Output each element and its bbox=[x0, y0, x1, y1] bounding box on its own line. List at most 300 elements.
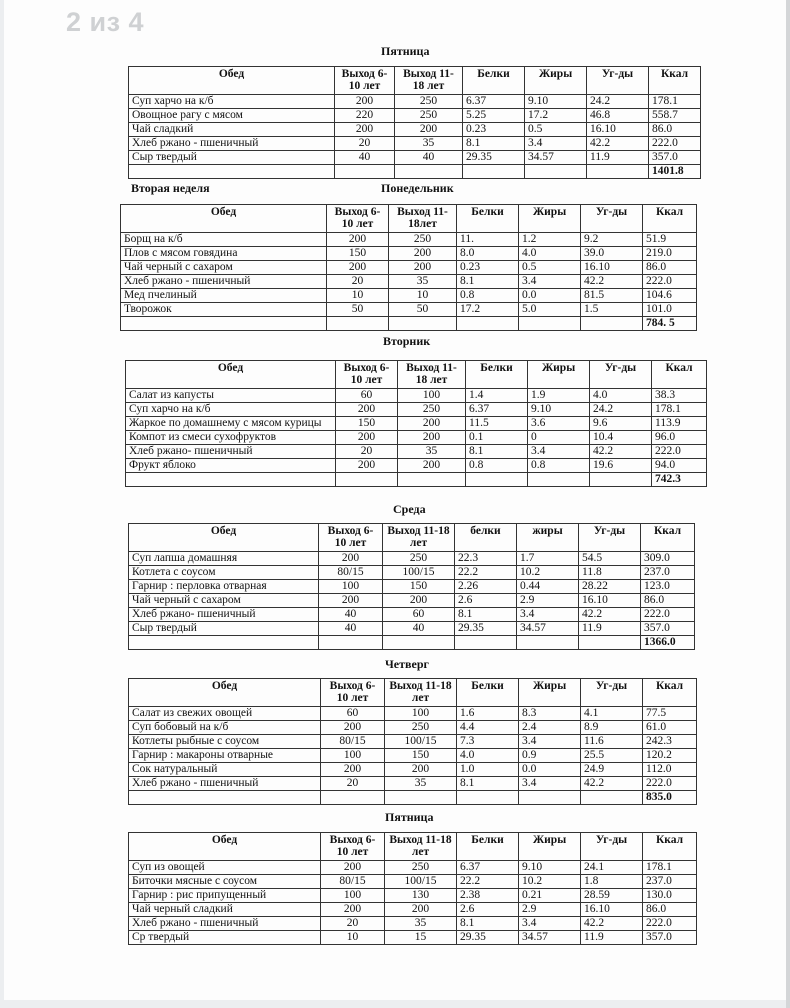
column-header: жиры bbox=[517, 524, 579, 552]
value-cell: 11. bbox=[457, 233, 519, 247]
table-row bbox=[129, 566, 695, 580]
table-row bbox=[129, 875, 697, 889]
column-header: Ккал bbox=[643, 833, 697, 861]
dish-name-cell: Котлета с соусом bbox=[129, 566, 319, 580]
empty-cell bbox=[519, 317, 581, 331]
table-row bbox=[126, 389, 707, 403]
value-cell: 8.1 bbox=[457, 275, 519, 289]
empty-cell bbox=[327, 317, 389, 331]
value-cell: 0.1 bbox=[466, 431, 528, 445]
value-cell: 11.9 bbox=[581, 931, 643, 945]
total-kcal-cell: 742.3 bbox=[652, 473, 707, 487]
dish-name-cell: Фрукт яблоко bbox=[126, 459, 336, 473]
dish-name-cell: Суп харчо на к/б bbox=[126, 403, 336, 417]
column-header: Белки bbox=[466, 361, 528, 389]
total-kcal-cell: 784. 5 bbox=[643, 317, 697, 331]
value-cell: 8.1 bbox=[463, 137, 525, 151]
value-cell: 112.0 bbox=[643, 763, 697, 777]
value-cell: 19.6 bbox=[590, 459, 652, 473]
table-row bbox=[126, 403, 707, 417]
value-cell: 40 bbox=[319, 622, 383, 636]
value-cell: 80/15 bbox=[321, 735, 385, 749]
value-cell: 222.0 bbox=[652, 445, 707, 459]
value-cell: 4.0 bbox=[519, 247, 581, 261]
table-row bbox=[129, 931, 697, 945]
column-header: Ккал bbox=[643, 679, 697, 707]
value-cell: 250 bbox=[395, 109, 463, 123]
table-header-row bbox=[129, 679, 697, 707]
column-header: Уг-ды bbox=[590, 361, 652, 389]
value-cell: 3.6 bbox=[528, 417, 590, 431]
value-cell: 0.8 bbox=[466, 459, 528, 473]
table-row bbox=[129, 903, 697, 917]
value-cell: 200 bbox=[398, 417, 466, 431]
value-cell: 200 bbox=[327, 261, 389, 275]
dish-name-cell: Чай сладкий bbox=[129, 123, 335, 137]
dish-name-cell: Хлеб ржано- пшеничный bbox=[129, 608, 319, 622]
value-cell: 35 bbox=[398, 445, 466, 459]
value-cell: 50 bbox=[389, 303, 457, 317]
dish-name-cell: Салат из капусты bbox=[126, 389, 336, 403]
column-header: Выход 6-10 лет bbox=[335, 67, 395, 95]
empty-cell bbox=[336, 473, 398, 487]
value-cell: 60 bbox=[321, 707, 385, 721]
value-cell: 10 bbox=[321, 931, 385, 945]
table-header-row bbox=[121, 205, 697, 233]
value-cell: 0.5 bbox=[525, 123, 587, 137]
value-cell: 22.2 bbox=[455, 566, 517, 580]
total-row bbox=[129, 165, 701, 179]
table-row bbox=[129, 861, 697, 875]
value-cell: 200 bbox=[335, 123, 395, 137]
value-cell: 11.8 bbox=[579, 566, 641, 580]
value-cell: 200 bbox=[385, 903, 457, 917]
table-row bbox=[121, 261, 697, 275]
menu-table bbox=[128, 832, 697, 945]
column-header: Выход 6-10 лет bbox=[336, 361, 398, 389]
dish-name-cell: Сыр твердый bbox=[129, 151, 335, 165]
column-header: Уг-ды bbox=[581, 679, 643, 707]
table-row bbox=[129, 707, 697, 721]
table-row bbox=[129, 721, 697, 735]
table-row bbox=[121, 289, 697, 303]
table-row bbox=[129, 109, 701, 123]
column-header: Жиры bbox=[525, 67, 587, 95]
table-row bbox=[126, 417, 707, 431]
value-cell: 60 bbox=[383, 608, 455, 622]
value-cell: 16.10 bbox=[579, 594, 641, 608]
empty-cell bbox=[455, 636, 517, 650]
value-cell: 100/15 bbox=[385, 735, 457, 749]
value-cell: 24.2 bbox=[590, 403, 652, 417]
column-header: Выход 11-18 лет bbox=[385, 679, 457, 707]
value-cell: 200 bbox=[327, 233, 389, 247]
value-cell: 20 bbox=[335, 137, 395, 151]
dish-name-cell: Суп харчо на к/б bbox=[129, 95, 335, 109]
value-cell: 0.23 bbox=[457, 261, 519, 275]
column-header: Ккал bbox=[641, 524, 695, 552]
value-cell: 4.0 bbox=[590, 389, 652, 403]
dish-name-cell: Суп бобовый на к/б bbox=[129, 721, 321, 735]
value-cell: 200 bbox=[321, 721, 385, 735]
column-header: Ккал bbox=[643, 205, 697, 233]
value-cell: 357.0 bbox=[649, 151, 701, 165]
total-row bbox=[126, 473, 707, 487]
value-cell: 34.57 bbox=[519, 931, 581, 945]
column-header: Белки bbox=[457, 205, 519, 233]
value-cell: 100 bbox=[321, 749, 385, 763]
empty-cell bbox=[457, 317, 519, 331]
menu-table bbox=[128, 678, 697, 805]
value-cell: 200 bbox=[336, 459, 398, 473]
value-cell: 10.4 bbox=[590, 431, 652, 445]
value-cell: 222.0 bbox=[649, 137, 701, 151]
empty-cell bbox=[383, 636, 455, 650]
dish-name-cell: Гарнир : перловка отварная bbox=[129, 580, 319, 594]
column-header: Обед bbox=[126, 361, 336, 389]
value-cell: 38.3 bbox=[652, 389, 707, 403]
table-row bbox=[121, 303, 697, 317]
value-cell: 35 bbox=[385, 777, 457, 791]
value-cell: 100 bbox=[385, 707, 457, 721]
value-cell: 3.4 bbox=[519, 735, 581, 749]
value-cell: 29.35 bbox=[457, 931, 519, 945]
value-cell: 150 bbox=[383, 580, 455, 594]
column-header: Выход 11-18 лет bbox=[383, 524, 455, 552]
dish-name-cell: Салат из свежих овощей bbox=[129, 707, 321, 721]
value-cell: 150 bbox=[385, 749, 457, 763]
table-header-row bbox=[129, 67, 701, 95]
week-heading: Вторая неделя bbox=[131, 181, 210, 195]
value-cell: 46.8 bbox=[587, 109, 649, 123]
table-header-row bbox=[129, 833, 697, 861]
empty-cell bbox=[519, 791, 581, 805]
value-cell: 34.57 bbox=[517, 622, 579, 636]
value-cell: 94.0 bbox=[652, 459, 707, 473]
value-cell: 1.5 bbox=[581, 303, 643, 317]
value-cell: 0.9 bbox=[519, 749, 581, 763]
empty-cell bbox=[587, 165, 649, 179]
column-header: Выход 11-18 лет bbox=[395, 67, 463, 95]
empty-cell bbox=[463, 165, 525, 179]
value-cell: 81.5 bbox=[581, 289, 643, 303]
value-cell: 250 bbox=[385, 721, 457, 735]
table-row bbox=[129, 777, 697, 791]
value-cell: 2.4 bbox=[519, 721, 581, 735]
column-header: Белки bbox=[457, 833, 519, 861]
value-cell: 20 bbox=[321, 917, 385, 931]
value-cell: 1.0 bbox=[457, 763, 519, 777]
value-cell: 222.0 bbox=[643, 917, 697, 931]
value-cell: 200 bbox=[319, 594, 383, 608]
value-cell: 2.38 bbox=[457, 889, 519, 903]
empty-cell bbox=[321, 791, 385, 805]
value-cell: 2.6 bbox=[457, 903, 519, 917]
value-cell: 357.0 bbox=[641, 622, 695, 636]
table-row bbox=[126, 445, 707, 459]
value-cell: 4.0 bbox=[457, 749, 519, 763]
menu-table bbox=[128, 66, 701, 179]
value-cell: 3.4 bbox=[519, 917, 581, 931]
value-cell: 16.10 bbox=[581, 903, 643, 917]
column-header: Жиры bbox=[528, 361, 590, 389]
value-cell: 237.0 bbox=[643, 875, 697, 889]
value-cell: 100/15 bbox=[383, 566, 455, 580]
value-cell: 9.10 bbox=[519, 861, 581, 875]
value-cell: 200 bbox=[389, 247, 457, 261]
value-cell: 200 bbox=[395, 123, 463, 137]
day-heading-thursday: Четверг bbox=[385, 657, 429, 671]
value-cell: 35 bbox=[395, 137, 463, 151]
table-row bbox=[129, 552, 695, 566]
menu-table bbox=[120, 204, 697, 331]
value-cell: 42.2 bbox=[581, 275, 643, 289]
value-cell: 101.0 bbox=[643, 303, 697, 317]
value-cell: 220 bbox=[335, 109, 395, 123]
column-header: Выход 11-18лет bbox=[389, 205, 457, 233]
dish-name-cell: Хлеб ржано - пшеничный bbox=[129, 917, 321, 931]
value-cell: 130 bbox=[385, 889, 457, 903]
value-cell: 29.35 bbox=[463, 151, 525, 165]
value-cell: 250 bbox=[383, 552, 455, 566]
value-cell: 11.5 bbox=[466, 417, 528, 431]
total-kcal-cell: 835.0 bbox=[643, 791, 697, 805]
value-cell: 200 bbox=[321, 763, 385, 777]
value-cell: 3.4 bbox=[517, 608, 579, 622]
dish-name-cell: Хлеб ржано - пшеничный bbox=[129, 777, 321, 791]
value-cell: 250 bbox=[389, 233, 457, 247]
total-row bbox=[129, 636, 695, 650]
value-cell: 9.10 bbox=[528, 403, 590, 417]
value-cell: 0.8 bbox=[457, 289, 519, 303]
value-cell: 7.3 bbox=[457, 735, 519, 749]
value-cell: 200 bbox=[321, 861, 385, 875]
value-cell: 20 bbox=[327, 275, 389, 289]
value-cell: 0 bbox=[528, 431, 590, 445]
value-cell: 130.0 bbox=[643, 889, 697, 903]
value-cell: 3.4 bbox=[519, 275, 581, 289]
value-cell: 6.37 bbox=[463, 95, 525, 109]
column-header: Жиры bbox=[519, 205, 581, 233]
table-row bbox=[121, 247, 697, 261]
value-cell: 357.0 bbox=[643, 931, 697, 945]
table-header-row bbox=[129, 524, 695, 552]
table-row bbox=[129, 735, 697, 749]
value-cell: 3.4 bbox=[519, 777, 581, 791]
dish-name-cell: Творожок bbox=[121, 303, 327, 317]
empty-cell bbox=[581, 791, 643, 805]
empty-cell bbox=[129, 791, 321, 805]
value-cell: 42.2 bbox=[581, 917, 643, 931]
dish-name-cell: Плов с мясом говядина bbox=[121, 247, 327, 261]
day-heading-friday-2: Пятница bbox=[385, 810, 434, 824]
value-cell: 80/15 bbox=[319, 566, 383, 580]
value-cell: 25.5 bbox=[581, 749, 643, 763]
value-cell: 24.2 bbox=[587, 95, 649, 109]
value-cell: 113.9 bbox=[652, 417, 707, 431]
value-cell: 1.7 bbox=[517, 552, 579, 566]
column-header: белки bbox=[455, 524, 517, 552]
value-cell: 42.2 bbox=[579, 608, 641, 622]
value-cell: 0.0 bbox=[519, 289, 581, 303]
value-cell: 120.2 bbox=[643, 749, 697, 763]
column-header: Выход 6-10 лет bbox=[319, 524, 383, 552]
value-cell: 35 bbox=[389, 275, 457, 289]
day-heading-monday: Понедельник bbox=[381, 181, 454, 195]
empty-cell bbox=[525, 165, 587, 179]
dish-name-cell: Чай черный с сахаром bbox=[121, 261, 327, 275]
value-cell: 1.9 bbox=[528, 389, 590, 403]
menu-table bbox=[125, 360, 707, 487]
menu-table bbox=[128, 523, 695, 650]
dish-name-cell: Гарнир : рис припущенный bbox=[129, 889, 321, 903]
dish-name-cell: Компот из смеси сухофруктов bbox=[126, 431, 336, 445]
column-header: Уг-ды bbox=[579, 524, 641, 552]
value-cell: 1.2 bbox=[519, 233, 581, 247]
empty-cell bbox=[389, 317, 457, 331]
column-header: Белки bbox=[457, 679, 519, 707]
value-cell: 8.1 bbox=[457, 917, 519, 931]
column-header: Обед bbox=[121, 205, 327, 233]
column-header: Белки bbox=[463, 67, 525, 95]
dish-name-cell: Гарнир : макароны отварные bbox=[129, 749, 321, 763]
value-cell: 250 bbox=[398, 403, 466, 417]
column-header: Уг-ды bbox=[581, 833, 643, 861]
value-cell: 200 bbox=[398, 431, 466, 445]
page-edge bbox=[786, 0, 790, 1008]
value-cell: 1.4 bbox=[466, 389, 528, 403]
value-cell: 2.26 bbox=[455, 580, 517, 594]
empty-cell bbox=[335, 165, 395, 179]
value-cell: 0.0 bbox=[519, 763, 581, 777]
value-cell: 100 bbox=[398, 389, 466, 403]
value-cell: 178.1 bbox=[649, 95, 701, 109]
column-header: Жиры bbox=[519, 833, 581, 861]
value-cell: 200 bbox=[389, 261, 457, 275]
value-cell: 178.1 bbox=[643, 861, 697, 875]
value-cell: 237.0 bbox=[641, 566, 695, 580]
value-cell: 309.0 bbox=[641, 552, 695, 566]
value-cell: 2.6 bbox=[455, 594, 517, 608]
column-header: Выход 6-10 лет bbox=[321, 833, 385, 861]
value-cell: 200 bbox=[383, 594, 455, 608]
empty-cell bbox=[129, 636, 319, 650]
column-header: Обед bbox=[129, 833, 321, 861]
empty-cell bbox=[319, 636, 383, 650]
value-cell: 0.44 bbox=[517, 580, 579, 594]
value-cell: 42.2 bbox=[581, 777, 643, 791]
value-cell: 11.9 bbox=[587, 151, 649, 165]
value-cell: 4.4 bbox=[457, 721, 519, 735]
total-kcal-cell: 1401.8 bbox=[649, 165, 701, 179]
value-cell: 34.57 bbox=[525, 151, 587, 165]
dish-name-cell: Мед пчелиный bbox=[121, 289, 327, 303]
value-cell: 29.35 bbox=[455, 622, 517, 636]
column-header: Выход 11-18 лет bbox=[385, 833, 457, 861]
value-cell: 86.0 bbox=[649, 123, 701, 137]
table-row bbox=[121, 275, 697, 289]
empty-cell bbox=[126, 473, 336, 487]
day-heading-friday: Пятница bbox=[381, 44, 430, 58]
value-cell: 28.22 bbox=[579, 580, 641, 594]
value-cell: 250 bbox=[395, 95, 463, 109]
dish-name-cell: Суп из овощей bbox=[129, 861, 321, 875]
column-header: Обед bbox=[129, 524, 319, 552]
dish-name-cell: Ср твердый bbox=[129, 931, 321, 945]
value-cell: 200 bbox=[385, 763, 457, 777]
value-cell: 2.9 bbox=[517, 594, 579, 608]
value-cell: 42.2 bbox=[590, 445, 652, 459]
value-cell: 40 bbox=[395, 151, 463, 165]
empty-cell bbox=[395, 165, 463, 179]
value-cell: 11.6 bbox=[581, 735, 643, 749]
table-row bbox=[129, 123, 701, 137]
table-row bbox=[129, 763, 697, 777]
value-cell: 42.2 bbox=[587, 137, 649, 151]
empty-cell bbox=[581, 317, 643, 331]
empty-cell bbox=[528, 473, 590, 487]
table-row bbox=[129, 95, 701, 109]
empty-cell bbox=[517, 636, 579, 650]
value-cell: 40 bbox=[335, 151, 395, 165]
value-cell: 86.0 bbox=[643, 903, 697, 917]
empty-cell bbox=[121, 317, 327, 331]
table-row bbox=[126, 431, 707, 445]
value-cell: 8.1 bbox=[455, 608, 517, 622]
value-cell: 50 bbox=[327, 303, 389, 317]
empty-cell bbox=[129, 165, 335, 179]
value-cell: 242.3 bbox=[643, 735, 697, 749]
dish-name-cell: Суп лапша домашняя bbox=[129, 552, 319, 566]
value-cell: 5.0 bbox=[519, 303, 581, 317]
value-cell: 104.6 bbox=[643, 289, 697, 303]
table-row bbox=[129, 580, 695, 594]
value-cell: 219.0 bbox=[643, 247, 697, 261]
value-cell: 9.6 bbox=[590, 417, 652, 431]
column-header: Выход 11-18 лет bbox=[398, 361, 466, 389]
value-cell: 222.0 bbox=[641, 608, 695, 622]
value-cell: 1.8 bbox=[581, 875, 643, 889]
value-cell: 0.8 bbox=[528, 459, 590, 473]
table-row bbox=[129, 917, 697, 931]
empty-cell bbox=[398, 473, 466, 487]
value-cell: 222.0 bbox=[643, 777, 697, 791]
value-cell: 8.0 bbox=[457, 247, 519, 261]
table-row bbox=[129, 151, 701, 165]
value-cell: 22.3 bbox=[455, 552, 517, 566]
value-cell: 100/15 bbox=[385, 875, 457, 889]
column-header: Ккал bbox=[652, 361, 707, 389]
value-cell: 9.10 bbox=[525, 95, 587, 109]
dish-name-cell: Сыр твердый bbox=[129, 622, 319, 636]
value-cell: 1.6 bbox=[457, 707, 519, 721]
value-cell: 3.4 bbox=[528, 445, 590, 459]
value-cell: 200 bbox=[335, 95, 395, 109]
value-cell: 178.1 bbox=[652, 403, 707, 417]
column-header: Ккал bbox=[649, 67, 701, 95]
value-cell: 123.0 bbox=[641, 580, 695, 594]
value-cell: 150 bbox=[327, 247, 389, 261]
value-cell: 2.9 bbox=[519, 903, 581, 917]
table-row bbox=[121, 233, 697, 247]
value-cell: 4.1 bbox=[581, 707, 643, 721]
total-kcal-cell: 1366.0 bbox=[641, 636, 695, 650]
value-cell: 200 bbox=[398, 459, 466, 473]
dish-name-cell: Чай черный с сахаром bbox=[129, 594, 319, 608]
column-header: Уг-ды bbox=[581, 205, 643, 233]
dish-name-cell: Жаркое по домашнему с мясом курицы bbox=[126, 417, 336, 431]
table-row bbox=[129, 622, 695, 636]
